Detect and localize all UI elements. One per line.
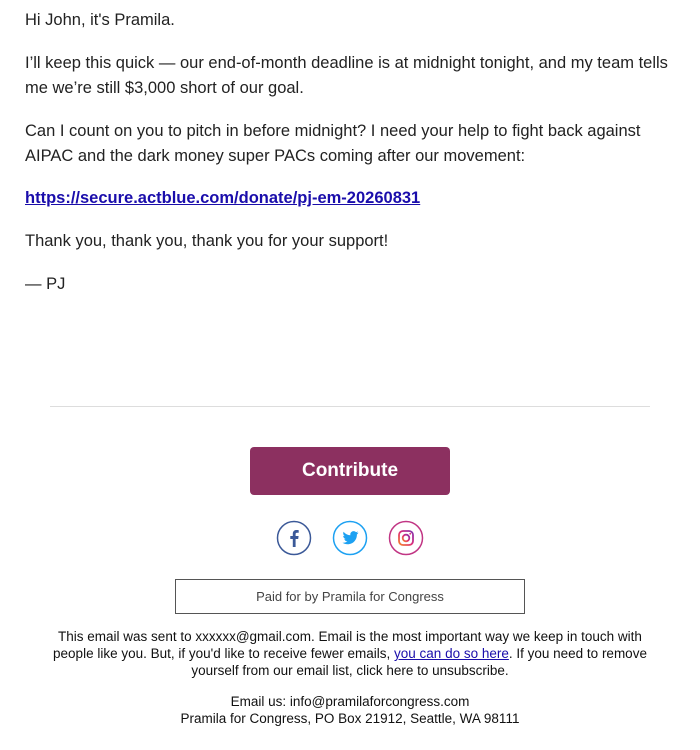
footer-divider [50,406,650,407]
donate-link-paragraph [25,186,670,211]
facebook-icon[interactable] [276,520,312,556]
paid-for-disclaimer: Paid for by Pramila for Congress [175,579,525,614]
thanks-paragraph: Thank you, thank you, thank you for your support! [25,232,389,250]
contact-email: Email us: info@pramilaforcongress.com [230,694,470,709]
notice-text-end: . If you need to remove yourself from our email list, click here to unsubscribe. [191,646,647,678]
email-notice [45,628,655,679]
contact-info [45,693,655,727]
signature: — PJ [25,275,66,293]
deadline-paragraph: I’ll keep this quick — our end-of-month deadline is at midnight tonight, and my team tells me we’re still $3,000 short of our goal. [25,54,668,97]
donate-link[interactable]: https://secure.actblue.com/donate/pj-em-20260831 [25,189,421,207]
twitter-icon[interactable] [332,520,368,556]
ask-paragraph: Can I count on you to pitch in before midnight? I need your help to fight back against AIPAC and the dark money super PACs coming after our movement: [25,122,641,165]
contribute-button[interactable]: Contribute [250,447,450,495]
mailing-address: Pramila for Congress, PO Box 21912, Seattle, WA 98111 [180,711,520,726]
fewer-emails-link[interactable]: you can do so here [394,646,509,661]
notice-text-start: This email was sent to xxxxxx@gmail.com. Email is the most important way we keep in touch with people like you. But, if you'd like to receive fewer emails, [53,629,642,661]
greeting-text: Hi John, it's Pramila. [25,11,175,29]
instagram-icon[interactable] [388,520,424,556]
social-links [276,520,426,556]
